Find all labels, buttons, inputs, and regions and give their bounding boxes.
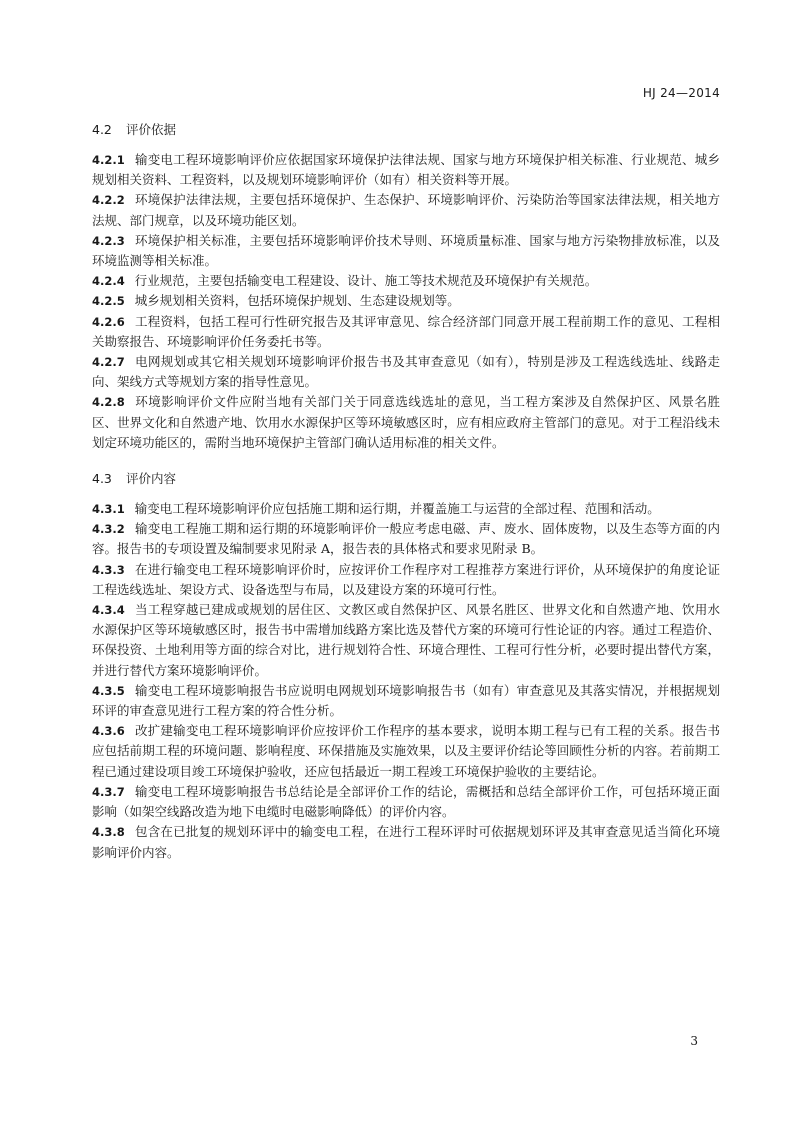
clause-number: 4.3.3 (92, 562, 125, 577)
clause-text: 输变电工程环境影响评价应包括施工期和运行期，并覆盖施工与运营的全部过程、范围和活动。 (134, 501, 660, 517)
clause-text: 城乡规划相关资料，包括环境保护规划、生态建设规划等。 (134, 293, 460, 309)
clause-text: 在进行输变电工程环境影响评价时，应按评价工作程序对工程推荐方案进行评价，从环境保护的角度论证工程选线选址、架设方式、设备选型与布局，以及建设方案的环境可行性。 (92, 561, 720, 597)
clause-4-3-4 (92, 600, 720, 681)
standard-code: HJ 24—2014 (642, 86, 720, 100)
clause-number: 4.3.8 (92, 825, 125, 840)
section-title: 评价依据 (125, 122, 176, 137)
clause-number: 4.3.2 (92, 522, 125, 537)
clause-text: 当工程穿越已建成或规划的居住区、文教区或自然保护区、风景名胜区、世界文化和自然遗产地、饮用水水源保护区等环境敏感区时，报告书中需增加线路方案比选及替代方案的环境可行性论证的内容。通过工程造价、环保投资、土地利用等方面的综合对比，进行规划符合性、环境合理性、工程可行性分析，必要时提出替代方案，并进行替代方案环境影响评价。 (92, 602, 720, 678)
clause-4-3-7 (92, 782, 720, 822)
page-number: 3 (690, 1034, 698, 1048)
clause-text: 改扩建输变电工程环境影响评价应按评价工作程序的基本要求，说明本期工程与已有工程的关系。报告书应包括前期工程的环境问题、影响程度、环保措施及实施效果，以及主要评价结论等回顾性分析的内容。若前期工程已通过建设项目竣工环境保护验收，还应包括最近一期工程竣工环境保护验收的主要结论。 (92, 723, 720, 779)
clause-text: 输变电工程环境影响报告书应说明电网规划环境影响报告书（如有）审查意见及其落实情况，并根据规划环评的审查意见进行工程方案的符合性分析。 (92, 682, 720, 719)
clause-4-3-1 (92, 499, 720, 519)
clause-number: 4.2.3 (92, 233, 125, 248)
clause-text: 输变电工程环境影响评价应依据国家环境保护法律法规、国家与地方环境保护相关标准、行业规范、城乡规划相关资料、工程资料，以及规划环境影响评价（如有）相关资料等开展。 (92, 152, 720, 188)
clause-text: 输变电工程施工期和运行期的环境影响评价一般应考虑电磁、声、废水、固体废物，以及生态等方面的内容。报告书的专项设置及编制要求见附录 A，报告表的具体格式和要求见附录 B。 (92, 521, 720, 557)
section-title: 评价内容 (125, 471, 176, 487)
clause-4-3-2 (92, 519, 720, 559)
clause-number: 4.2.7 (92, 355, 125, 370)
clause-4-3-8 (92, 822, 720, 862)
clause-4-2-3 (92, 231, 720, 271)
clause-number: 4.2.1 (92, 153, 125, 167)
clause-number: 4.3.5 (92, 683, 125, 698)
section-heading-4-3 (92, 469, 720, 489)
clause-4-3-3 (92, 560, 720, 600)
clause-text: 电网规划或其它相关规划环境影响评价报告书及其审查意见（如有），特别是涉及工程选线选址、线路走向、架线方式等规划方案的指导性意见。 (92, 354, 720, 390)
clause-number: 4.3.7 (92, 784, 125, 799)
clause-4-3-5 (92, 681, 720, 721)
clause-number: 4.2.8 (92, 395, 125, 410)
clause-number: 4.3.1 (92, 502, 125, 517)
clause-number: 4.3.4 (92, 603, 125, 618)
clause-number: 4.3.6 (92, 724, 125, 739)
section-number: 4.3 (92, 471, 112, 487)
clause-4-3-6 (92, 721, 720, 782)
section-number: 4.2 (92, 122, 112, 137)
clause-4-2-8 (92, 392, 720, 453)
clause-text: 环境保护法律法规，主要包括环境保护、生态保护、环境影响评价、污染防治等国家法律法规，相关地方法规、部门规章，以及环境功能区划。 (92, 192, 720, 228)
clause-text: 工程资料，包括工程可行性研究报告及其评审意见、综合经济部门同意开展工程前期工作的意见、工程相关勘察报告、环境影响评价任务委托书等。 (92, 313, 720, 349)
clause-4-2-1 (92, 150, 720, 190)
clause-4-2-4 (92, 271, 720, 291)
clause-text: 环境影响评价文件应附当地有关部门关于同意选线选址的意见，当工程方案涉及自然保护区、风景名胜区、世界文化和自然遗产地、饮用水水源保护区等环境敏感区时，应有相应政府主管部门的意见。对于工程沿线未划定环境功能区的，需附当地环境保护主管部门确认适用标准的相关文件。 (92, 394, 720, 450)
clause-text: 包含在已批复的规划环评中的输变电工程，在进行工程环评时可依据规划环评及其审查意见适当简化环境影响评价内容。 (92, 824, 720, 860)
document-body (92, 120, 720, 863)
clause-number: 4.2.6 (92, 314, 125, 329)
clause-text: 行业规范，主要包括输变电工程建设、设计、施工等技术规范及环境保护有关规范。 (134, 273, 598, 289)
clause-text: 环境保护相关标准，主要包括环境影响评价技术导则、环境质量标准、国家与地方污染物排放标准，以及环境监测等相关标准。 (92, 232, 720, 269)
clause-number: 4.2.5 (92, 294, 125, 309)
clause-number: 4.2.2 (92, 193, 125, 208)
clause-text: 输变电工程环境影响报告书总结论是全部评价工作的结论，需概括和总结全部评价工作，可包括环境正面影响（如架空线路改造为地下电缆时电磁影响降低）的评价内容。 (92, 783, 720, 820)
clause-number: 4.2.4 (92, 274, 125, 289)
clause-4-2-6 (92, 312, 720, 352)
section-heading-4-2 (92, 120, 720, 140)
clause-4-2-5 (92, 291, 720, 311)
clause-4-2-7 (92, 352, 720, 392)
clause-4-2-2 (92, 190, 720, 230)
